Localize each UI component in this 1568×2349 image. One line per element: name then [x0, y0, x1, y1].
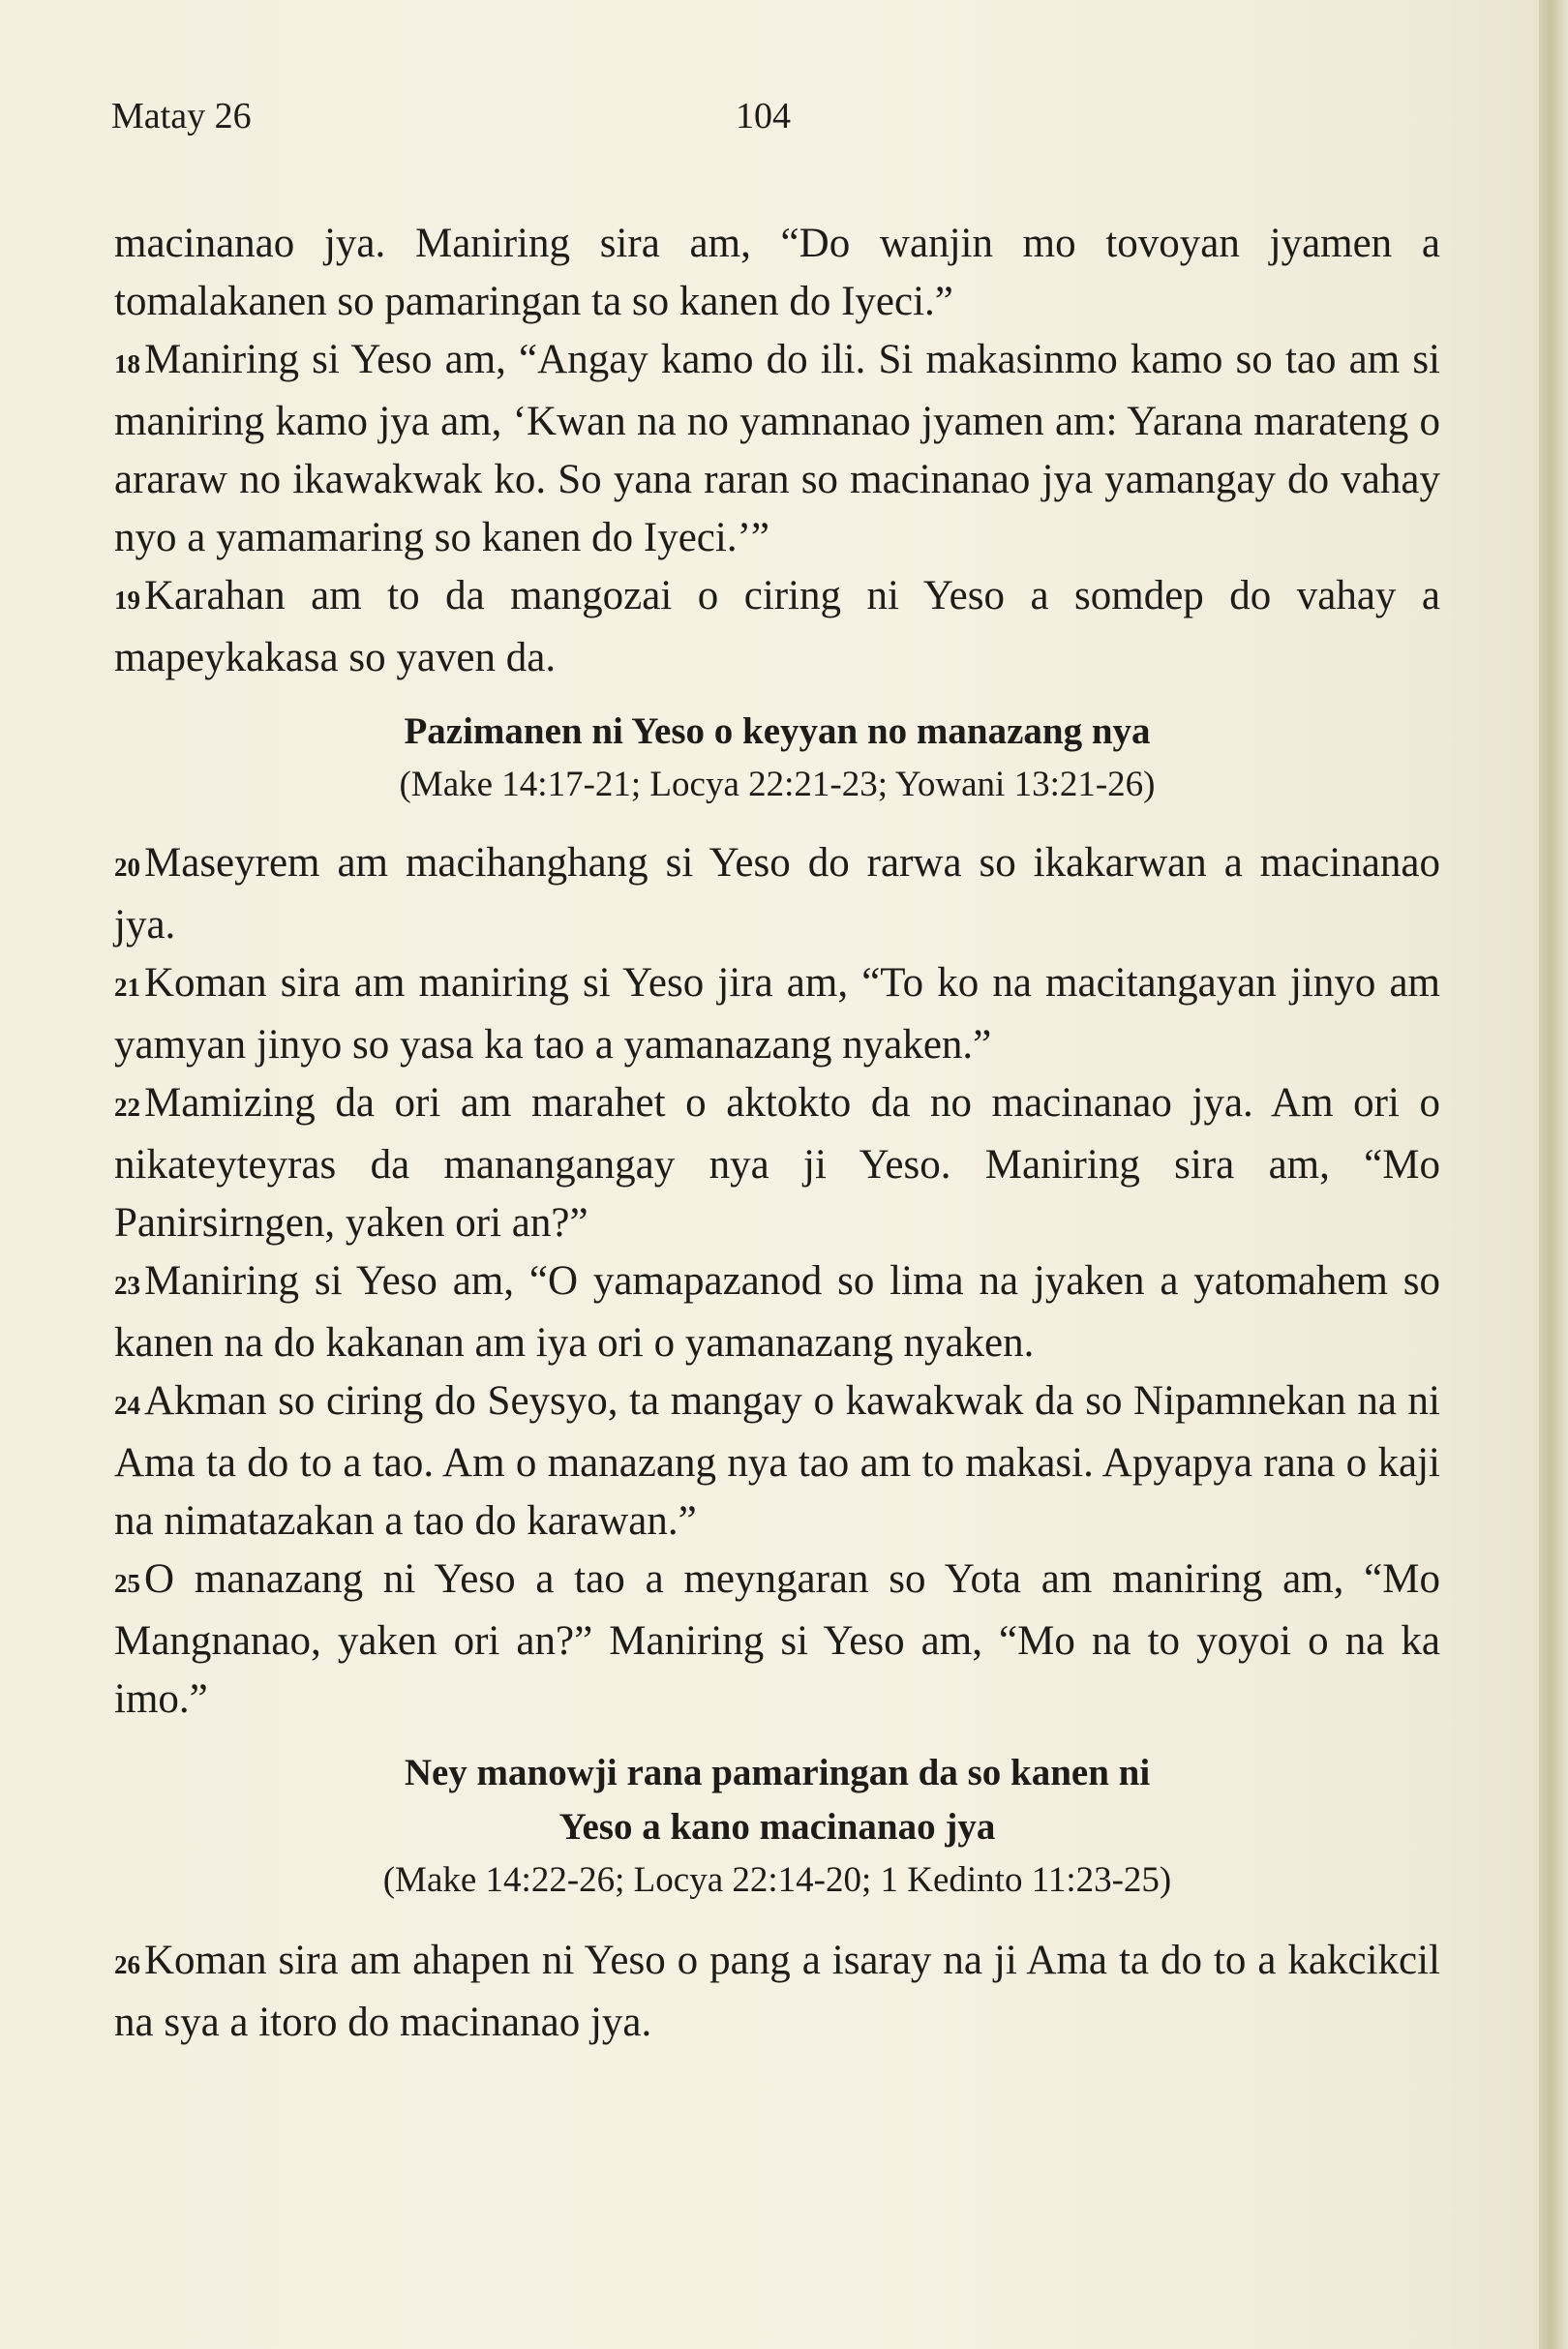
verse-text: Karahan am to da mangozai o ciring ni Yeso a somdep do vahay a mapeykakasa so yaven da. — [114, 573, 1440, 680]
section-title: Ney manowji rana pamaringan da so kanen ni — [404, 1752, 1151, 1793]
verse-text: Maniring si Yeso am, “O yamapazanod so lima na jyaken a yatomahem so kanen na do kakanan am iya ori o yamanazang nyaken. — [114, 1258, 1440, 1366]
section-heading — [114, 705, 1440, 811]
verse-text: Koman sira am maniring si Yeso jira am, “To ko na macitangayan jinyo am yamyan jinyo so yasa ka tao a yamanazang nyaken.” — [114, 960, 1440, 1068]
running-header — [111, 95, 1428, 153]
section-title: Yeso a kano macinanao jya — [558, 1806, 996, 1848]
scripture-text — [114, 215, 1440, 2052]
verse-paragraph — [114, 834, 1440, 954]
verse-number: 26 — [114, 1950, 140, 1979]
verse-number: 18 — [114, 349, 140, 378]
verse-number: 24 — [114, 1391, 140, 1420]
verse-paragraph — [114, 215, 1440, 331]
verse-paragraph — [114, 1074, 1440, 1252]
parallel-references: (Make 14:17-21; Locya 22:21-23; Yowani 13:21-26) — [399, 765, 1156, 804]
verse-number: 19 — [114, 586, 140, 615]
verse-number: 23 — [114, 1271, 140, 1300]
section-heading — [114, 1746, 1440, 1907]
page-number: 104 — [736, 96, 791, 136]
verse-paragraph — [114, 1252, 1440, 1372]
verse-text: O manazang ni Yeso a tao a meyngaran so Yota am maniring am, “Mo Mangnanao, yaken ori an?” Maniring si Yeso am, “Mo na to yoyoi o na ka imo.” — [114, 1556, 1440, 1722]
verse-text: Koman sira am ahapen ni Yeso o pang a isaray na ji Ama ta do to a kakcikcil na sya a itoro do macinanao jya. — [114, 1938, 1440, 2045]
verse-text: Akman so ciring do Seysyo, ta mangay o kawakwak da so Nipamnekan na ni Ama ta do to a tao. Am o manazang nya tao am to makasi. Apyapya rana o kaji na nimatazakan a tao do karawan.” — [114, 1378, 1440, 1544]
parallel-references: (Make 14:22-26; Locya 22:14-20; 1 Kedinto 11:23-25) — [382, 1860, 1172, 1900]
section-title: Pazimanen ni Yeso o keyyan no manazang nya — [404, 710, 1151, 752]
verse-paragraph — [114, 1372, 1440, 1551]
verse-paragraph — [114, 567, 1440, 687]
verse-paragraph — [114, 1551, 1440, 1729]
verse-paragraph — [114, 1932, 1440, 2052]
page-edge — [1539, 0, 1568, 2349]
verse-paragraph — [114, 954, 1440, 1074]
verse-text: Maniring si Yeso am, “Angay kamo do ili. Si makasinmo kamo so tao am si maniring kamo jya am, ‘Kwan na no yamnanao jyamen am: Yarana marateng o araraw no ikawakwak ko. So yana raran so macinanao jya yamangay do vahay nyo a yamamaring so kanen do Iyeci.’” — [114, 337, 1440, 560]
book-reference: Matay 26 — [111, 96, 252, 136]
verse-number: 21 — [114, 973, 140, 1002]
verse-text: Mamizing da ori am marahet o aktokto da no macinanao jya. Am ori o nikateyteyras da manangangay nya ji Yeso. Maniring sira am, “Mo Panirsirngen, yaken ori an?” — [114, 1080, 1440, 1246]
verse-text: macinanao jya. Maniring sira am, “Do wanjin mo tovoyan jyamen a tomalakanen so pamaringan ta so kanen do Iyeci.” — [114, 221, 1440, 324]
verse-number: 22 — [114, 1093, 140, 1122]
verse-number: 25 — [114, 1569, 140, 1598]
verse-paragraph — [114, 331, 1440, 567]
verse-number: 20 — [114, 853, 140, 882]
verse-text: Maseyrem am macihanghang si Yeso do rarwa so ikakarwan a macinanao jya. — [114, 840, 1440, 948]
